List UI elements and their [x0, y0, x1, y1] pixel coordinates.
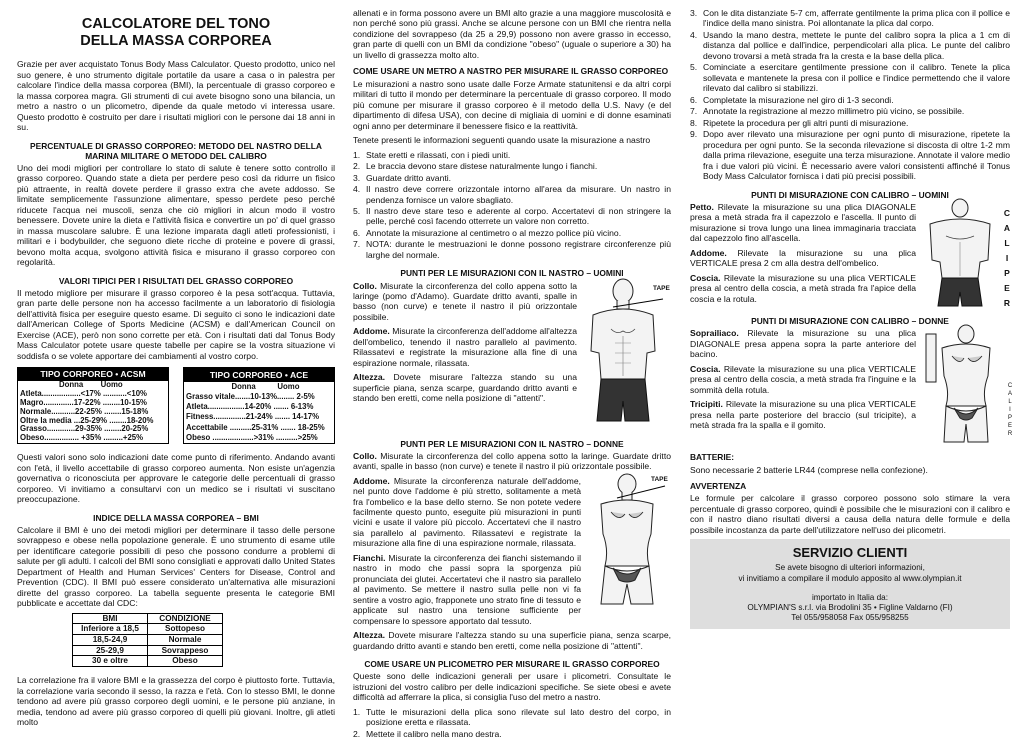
column-3 [690, 8, 1013, 719]
caliper-letter: I [1005, 252, 1009, 263]
definition: Misurate la circonferenza naturale dell'addome, nel punto dove l'addome è più stretto, solitamente a metà fra l'ombelico e la base dello sterno. Se non potete vedere facilmente questo punto, eseguite più misurazioni in punti vicini e usate il valore più piccolo. Accertatevi che il nastro sia parallelo al pavimento. Rilassatevi e registrate la misurazione alla fine di una espirazione normale, rilassata. [353, 475, 581, 549]
step-number: 2. [353, 161, 361, 172]
document-title [17, 16, 335, 49]
ace-table [183, 367, 335, 444]
condition-cell: Obeso [148, 656, 223, 667]
definition: Rilevate la misurazione su una plica VERTICALE presa 2 cm alla destra dell'ombelico. [690, 247, 916, 269]
customer-service-line: OLYMPIAN'S s.r.l. via Brodolini 35 • Figline Valdarno (FI) [747, 603, 953, 613]
condizione-col-header: CONDIZIONE [148, 613, 223, 624]
term: Fianchi. [353, 552, 386, 563]
step-text: Le braccia devono stare distese naturalmente lungo i fianchi. [366, 161, 598, 172]
definition: Rilevate la misurazione su una plica VERTICALE presa al centro della coscia, a metà strada fra l'inguine e la sommità della rotula. [690, 363, 916, 395]
step-text: Il nastro deve correre orizzontale intorno all'area da misurare. Un nastro in pendenza fornisce un valore sbagliato. [366, 184, 671, 205]
heading-calibro-donne: PUNTI DI MISURAZIONE CON CALIBRO – DONNE [751, 316, 949, 327]
definition: Rilevate la misurazione su una plica VERTICALE presa al centro della coscia, a metà strada fra l'apice della coscia e la rotula. [690, 272, 916, 304]
nastro-uomini-section [353, 281, 671, 431]
paragraph-percentuale: Uno dei modi migliori per controllare lo stato di salute è tenere sotto controllo il grasso corporeo. Quando state a dieta per perdere peso così da ridurre un fisico più attraente, in realtà dovete perdere il grasso extra che avete addosso. Se limitate semplicemente l'assunzione alimentare, spesso perdete peso perché riducete l'acqua nei muscoli, senza che ciò migliori in alcun modo il vostro benessere. Dovete unire la dieta e l'attività fisica e convertire un po' di quel grasso in massa muscolare salubre. È una lezione imparata dagli atleti professionisti, i militari e i bodybuilder, che seguono diete ricche di proteine e povere di grassi, bevono molta acqua, svolgono attività fisica e misurano il grasso corporeo con regolarità. [17, 162, 335, 268]
calibro-uomini-section [690, 202, 1010, 308]
caliper-letter: A [1007, 391, 1012, 398]
term: Altezza. [353, 630, 385, 641]
caliper-letter: P [1004, 267, 1010, 278]
acsm-subheader: Donna Uomo [20, 379, 123, 389]
bmi-cell: 18,5-24,9 [73, 635, 148, 646]
term: Coscia. [690, 272, 721, 283]
caliper-letter: C [1007, 383, 1013, 390]
bmi-table [72, 613, 223, 667]
bmi-cell: 30 e oltre [73, 656, 148, 667]
title-line-2: DELLA MASSA CORPOREA [80, 32, 272, 49]
step-number: 5. [353, 206, 361, 216]
term: Tricipiti. [690, 399, 723, 410]
paragraph-correlazione: La correlazione fra il valore BMI e la grassezza del corpo è piuttosto forte. Tuttavia, la correlazione varia secondo il sesso, la razza e l'età. Con lo stesso BMI, le donne tendono ad avere più grasso corporeo degli uomini, e le persone più anziane, in media, tendono ad avere più grasso corporeo di quelli più giovani. Inoltre, gli atleti molto [17, 675, 335, 728]
heading-bmi: INDICE DELLA MASSA CORPOREA – BMI [93, 512, 259, 523]
ace-row: Atleta.................14-20% ....... 6-13% [186, 402, 314, 412]
step-text: Il nastro deve stare teso e aderente al corpo. Accertatevi di non stringere la pelle, perché così facendo otterrete un valore non corretto. [366, 206, 671, 227]
step-text: State eretti e rilassati, con i piedi uniti. [366, 149, 511, 160]
list-item [353, 707, 671, 728]
term: Addome. [353, 475, 390, 486]
caliper-letter: E [1007, 423, 1012, 430]
man-caliper-figure [922, 200, 1014, 308]
step-number: 4. [690, 29, 698, 40]
customer-service-line: Se avete bisogno di ulteriori informazioni, [775, 563, 925, 573]
paragraph-valori: Il metodo migliore per misurare il grasso corporeo è la pesa sott'acqua. Tuttavia, gran parte delle persone non ha accesso facilmente a un laboratorio di fisiologia dell'attività fisica per eseguire questo esame. Di seguito ci sono le indicazioni date dall'American College of Sports Medicine (ACSM) e dall'American Council on Exercise (ACE), però non sono corrette per età. Con i risultati dati dal Tonus Body Mass Calculator potete usare queste tabelle per capire se la vostra situazione vi soddisfa o se volete apportare dei cambiamenti al vostro corpo. [17, 287, 335, 361]
body-type-tables [17, 367, 335, 444]
table-row [73, 656, 223, 667]
customer-service-title: SERVIZIO CLIENTI [792, 545, 908, 561]
step-text: Guardate dritto avanti. [366, 172, 452, 183]
list-item [690, 95, 1010, 105]
bmi-cell: 25-29,9 [73, 645, 148, 656]
ace-row: Grasso vitale.......10-13%........ 2-5% [186, 392, 315, 402]
column-2 [353, 8, 671, 739]
ace-subheader: Donna Uomo [186, 382, 300, 391]
paragraph-metro: Le misurazioni a nastro sono usate dalle Forze Armate statunitensi e da altri corpi militari di tutto il mondo per determinare la percentuale di grasso corporeo. Il modo più comune per misurare il grasso corporeo è il metodo della U.S. Navy (e del dipartimento di difesa USA), con decine di migliaia di uomini e di donne esaminati ogni anno per determinare il benessere fisico e la reattività. [353, 78, 671, 131]
definition: Misurate la circonferenza dell'addome all'altezza dell'ombelico, tenendo il nastro parallelo al pavimento. Rilassatevi e registrate la misurazione alla fine di una espirazione normale, rilassata. [353, 326, 577, 368]
heading-metro: COME USARE UN METRO A NASTRO PER MISURARE IL GRASSO CORPOREO [353, 66, 669, 77]
acsm-row: Grasso.............29-35% ........20-25% [20, 424, 149, 434]
paragraph-metro-2: Tenete presenti le informazioni seguenti quando usate la misurazione a nastro [353, 135, 651, 146]
list-item [353, 173, 671, 183]
step-text: Usando la mano destra, mettete le punte del calibro sopra la plica a 1 cm di distanza dal pollice e dall'indice, perpendicolari alla plica. Le punte del calibro devono trovarsi a metà strada fra la cresta e la base della plica. [703, 29, 1010, 61]
paragraph-after-tables: Questi valori sono solo indicazioni date come punto di riferimento. Andando avanti con l'età, il livello accettabile di grasso corporeo aumenta. Non esiste un'agenzia governativa o riconosciuta per approvare le categorie delle percentuali di grasso corporeo. Vi invitiamo a consultarvi con un medico se i risultati vi suscitano preoccupazione. [17, 452, 335, 505]
tape-label: TAPE [653, 284, 670, 292]
heading-nastro-donne: PUNTI PER LE MISURAZIONI CON IL NASTRO – DONNE [400, 438, 624, 449]
bmi-cell: Inferiore a 18,5 [73, 624, 148, 635]
heading-valori: VALORI TIPICI PER I RISULTATI DEL GRASSO CORPOREO [58, 275, 294, 286]
table-row [73, 635, 223, 646]
step-number: 6. [690, 94, 698, 105]
acsm-header: TIPO CORPOREO • ACSM [18, 368, 169, 381]
customer-service-line: Tel 055/958058 Fax 055/958255 [791, 613, 909, 623]
customer-service-box [690, 539, 1010, 629]
caliper-steps-list-a [353, 707, 671, 739]
tape-steps-list [353, 150, 671, 261]
term: Coscia. [690, 363, 721, 374]
heading-nastro-uomini: PUNTI PER LE MISURAZIONI CON IL NASTRO – UOMINI [400, 268, 624, 279]
intro-paragraph: Grazie per aver acquistato Tonus Body Mass Calculator. Questo prodotto, unico nel suo genere, è uno strumento digitale portatile da usare a casa o in palestra per calcolare l'indice della massa corporea (BMI), la percentuale di grasso corporeo e la massa corporea magra. Gli strumenti di cui avete bisogno sono una bilancia, un metro a nastro o un plicometro, dipende da quale metodo vi interessa usare. Questo prodotto è costruito per dare i risultati migliori con le persone dai 18 anni in su. [17, 59, 335, 133]
step-number: 6. [353, 227, 361, 238]
step-text: Mettete il calibro nella mano destra. [366, 728, 502, 739]
heading-percentuale: PERCENTUALE DI GRASSO CORPOREO: METODO DEL NASTRO DELLA MARINA MILITARE O METODO DEL CALIBRO [30, 140, 322, 161]
list-item [353, 150, 671, 160]
heading-batterie: BATTERIE: [690, 452, 735, 463]
definition: Rilevate la misurazione su una plica DIAGONALE presa a metà strada fra il capezzolo e l'ascella. Il punto di misurazione si trova lungo una linea immaginaria tracciata dal capezzolo fino all'ascella. [690, 201, 916, 244]
step-number: 4. [353, 184, 361, 195]
term: Altezza. [353, 372, 385, 383]
step-number: 8. [690, 117, 698, 128]
ace-row: Fitness...............21-24% ....... 14-17% [186, 412, 320, 422]
step-number: 9. [690, 129, 698, 140]
caliper-letter: R [1007, 431, 1013, 438]
caliper-letter: E [1004, 282, 1010, 293]
step-number: 2. [353, 728, 361, 739]
bmi-col-header: BMI [73, 613, 148, 624]
list-item [353, 161, 671, 171]
list-item [353, 228, 671, 238]
ace-row: Obeso ...................>31% ..........>25% [186, 432, 318, 442]
step-number: 1. [353, 706, 361, 717]
table-row [73, 624, 223, 635]
step-text: Dopo aver rilevato una misurazione per ogni punto di misurazione, ripetete la procedura per ogni punto. Se la seconda rilevazione si discosta di oltre 1-2 mm dalla prima rilevazione, eseguite una terza misurazione. Annotate il valore medio fra i due valori più vicini. È necessario avere valori consistenti affinché il Tonus Body Mass Calculator fornisca i dati più precisi possibili. [703, 129, 1010, 182]
paragraph-bmi-continued: allenati e in forma possono avere un BMI alto grazie a una maggiore muscolosità e non perché sono più grassi. Anche se alcune persone con un BMI che rientra nella condizione del sovrappeso (da 25 a 29,9) possono non avere grasso in eccesso, gran parte di quelli con un BMI da condizione "obeso" (uguale o superiore a 30) ha un livello di grassezza molto alto. [353, 8, 671, 60]
term: Collo. [353, 450, 377, 461]
caliper-letter: L [1004, 237, 1010, 248]
paragraph-batterie: Sono necessarie 2 batterie LR44 (comprese nella confezione). [690, 464, 928, 475]
ace-header: TIPO CORPOREO • ACE [184, 368, 335, 383]
paragraph-avvertenza: Le formule per calcolare il grasso corporeo possono solo stimare la vera percentuale di grasso corporeo, quindi è possibile che le misurazioni con il calibro e con il nastro diano risultati diversi a causa della natura delle formule e della possibile incostanza da parte dell'utilizzatore nell'uso dei plicometri. [690, 493, 1010, 535]
nastro-donne-collo [353, 451, 671, 472]
man-caliper-torso-icon [922, 200, 998, 308]
caliper-letter: R [1003, 297, 1011, 308]
list-item [690, 106, 1010, 116]
condition-cell: Sottopeso [148, 624, 223, 635]
list-item [690, 129, 1010, 181]
acsm-row: Atleta..................<17% ...........<10% [20, 388, 147, 398]
nastro-donne-altezza [353, 630, 671, 651]
caliper-letter: L [1008, 399, 1012, 406]
customer-service-link[interactable]: vi invitiamo a compilare il modulo apposito al www.olympian.it [738, 573, 962, 583]
list-item [690, 8, 1010, 29]
woman-tape-figure [587, 476, 671, 608]
step-text: Ripetete la procedura per gli altri punti di misurazione. [703, 117, 909, 128]
definition: Dovete misurare l'altezza stando su una superficie piana, senza scarpe, guardando dritto avanti e stando ben eretti, come nella posizione di "attenti". [353, 372, 577, 404]
column-1 [17, 8, 335, 728]
ace-row: Accettabile ..........25-31% ....... 18-25% [186, 422, 325, 432]
step-number: 7. [690, 106, 698, 117]
man-tape-figure [583, 281, 671, 431]
condition-cell: Normale [148, 635, 223, 646]
step-text: Completate la misurazione nel giro di 1-3 secondi. [703, 94, 894, 105]
condition-cell: Sovrappeso [148, 645, 223, 656]
woman-caliper-figure [922, 326, 1014, 446]
list-item [353, 729, 671, 739]
term: Addome. [353, 326, 390, 337]
step-number: 1. [353, 149, 361, 160]
term: Addome. [690, 247, 727, 258]
customer-service-line: importato in Italia da: [811, 592, 888, 602]
list-item [690, 118, 1010, 128]
definition: Dovete misurare l'altezza stando su una superficie piana, senza scarpe, guardando dritto avanti e stando ben eretti, come nella posizione di "attenti". [353, 630, 671, 651]
definition: Misurate la circonferenza del collo appena sotto la laringe. Guardate dritto avanti, spalle in basso (non curve) e tenete il nastro il più orizzontale possibile. [353, 450, 671, 472]
nastro-donne-section [353, 451, 671, 652]
step-text: Tutte le misurazioni della plica sono rilevate sul lato destro del corpo, in posizione eretta e rilassata. [366, 706, 671, 728]
definition: Misurate la circonferenza del collo appena sotto la laringe (pomo d'Adamo). Guardate dritto avanti, spalle in basso (non curve) e tenete il nastro il più orizzontale possibile. [353, 280, 577, 322]
caliper-steps-list-b [690, 8, 1010, 182]
step-number: 7. [353, 239, 361, 250]
step-text: NOTA: durante le mestruazioni le donne possono registrare circonferenze più larghe del normale. [366, 239, 671, 260]
caliper-letter: I [1009, 407, 1011, 414]
acsm-row: Oltre la media ...25-29% ........18-20% [20, 415, 154, 425]
term: Collo. [353, 280, 377, 291]
paragraph-plicometro: Queste sono delle indicazioni generali per usare i plicometri. Consultate le istruzioni del vostro calibro per delle indicazioni specifiche. Se siete obesi e avete difficoltà ad afferrare la plica, si consiglia l'uso del metro a nastro. [353, 671, 671, 703]
term: Soprailiaco. [690, 328, 739, 339]
list-item [353, 184, 671, 205]
step-text: Cominciate a esercitare gentilmente pressione con il calibro. Tenete la plica sollevata e mantenete la presa con il pollice e l'indice permettendo che il valore rilevato dal calibro si stabilizzi. [703, 62, 1010, 94]
paragraph-bmi: Calcolare il BMI è uno dei metodi migliori per determinare il tasso delle persone sovrappeso e obese nella popolazione generale. È uno strumento di esame utile per identificare categorie possibili di peso che possono condurre a problemi di salute per gli adulti. I calcoli del BMI sono consigliati e approvati dallo United States Department of Health and Human Services' Centers for Disease, Control and Prevention (CDC). Il BMI può essere considerato un'alternativa alle misurazioni dirette del grasso corporeo. La tabella seguente presenta le categorie BMI pubblicate e accettate dal CDC: [17, 524, 335, 609]
spacer [694, 584, 1006, 593]
acsm-row: Normale...........22-25% ........15-18% [20, 406, 149, 416]
tape-label: TAPE [651, 475, 668, 483]
caliper-label-small [1006, 382, 1014, 438]
step-number: 3. [353, 172, 361, 183]
caliper-letter: A [1003, 222, 1011, 233]
woman-caliper-torso-icon [922, 326, 1002, 446]
acsm-row: Magro..............17-22% ........10-15% [20, 397, 147, 407]
table-row [73, 645, 223, 656]
caliper-label [1002, 206, 1012, 311]
step-number: 3. [690, 8, 698, 18]
caliper-letter: P [1007, 415, 1012, 422]
list-item [690, 62, 1010, 93]
definition: Rilevate la misurazione su una plica DIAGONALE presa appena sopra la parte anteriore del bacino. [690, 328, 916, 360]
step-text: Con le dita distanziate 5-7 cm, afferrate gentilmente la prima plica con il pollice e l'indice della mano sinistra. Poi allontanate la plica dal corpo. [703, 8, 1010, 29]
list-item [353, 206, 671, 227]
calibro-donne-section [690, 328, 1013, 446]
acsm-table [17, 367, 169, 444]
acsm-row: Obeso................ +35% .........+25% [20, 433, 144, 443]
title-line-1: CALCOLATORE DEL TONO [81, 16, 271, 32]
term: Petto. [690, 201, 714, 212]
list-item [690, 30, 1010, 61]
definition: Rilevate la misurazione su una plica VERTICALE presa nella parte posteriore del braccio (sul tricipite), a metà strada fra la spalla e il gomito. [690, 399, 916, 431]
man-torso-icon [583, 281, 671, 431]
heading-avvertenza: AVVERTENZA [690, 481, 747, 491]
list-item [353, 239, 671, 260]
definition: Misurate la circonferenza dei fianchi sistemando il nastro in modo che passi sopra la sporgenza più pronunciata dei glutei. Accertatevi che il nastro sia parallelo al pavimento. Se mettere il nastro sulla pelle non vi fa sentire a vostro agio, frapponete uno strato fine di tessuto e applicate sul nastro una tensione sufficiente per compensare lo spessore apportato dal tessuto. [353, 552, 581, 626]
step-number: 5. [690, 62, 698, 73]
heading-calibro-uomini: PUNTI DI MISURAZIONE CON CALIBRO – UOMINI [751, 189, 949, 200]
step-text: Annotate la registrazione al mezzo millimetro più vicino, se possibile. [703, 106, 965, 117]
caliper-letter: C [1003, 207, 1011, 218]
woman-torso-icon [587, 476, 671, 608]
heading-plicometro: COME USARE UN PLICOMETRO PER MISURARE IL GRASSO CORPOREO [364, 659, 660, 670]
step-text: Annotate la misurazione al centimetro o al mezzo pollice più vicino. [366, 227, 622, 238]
